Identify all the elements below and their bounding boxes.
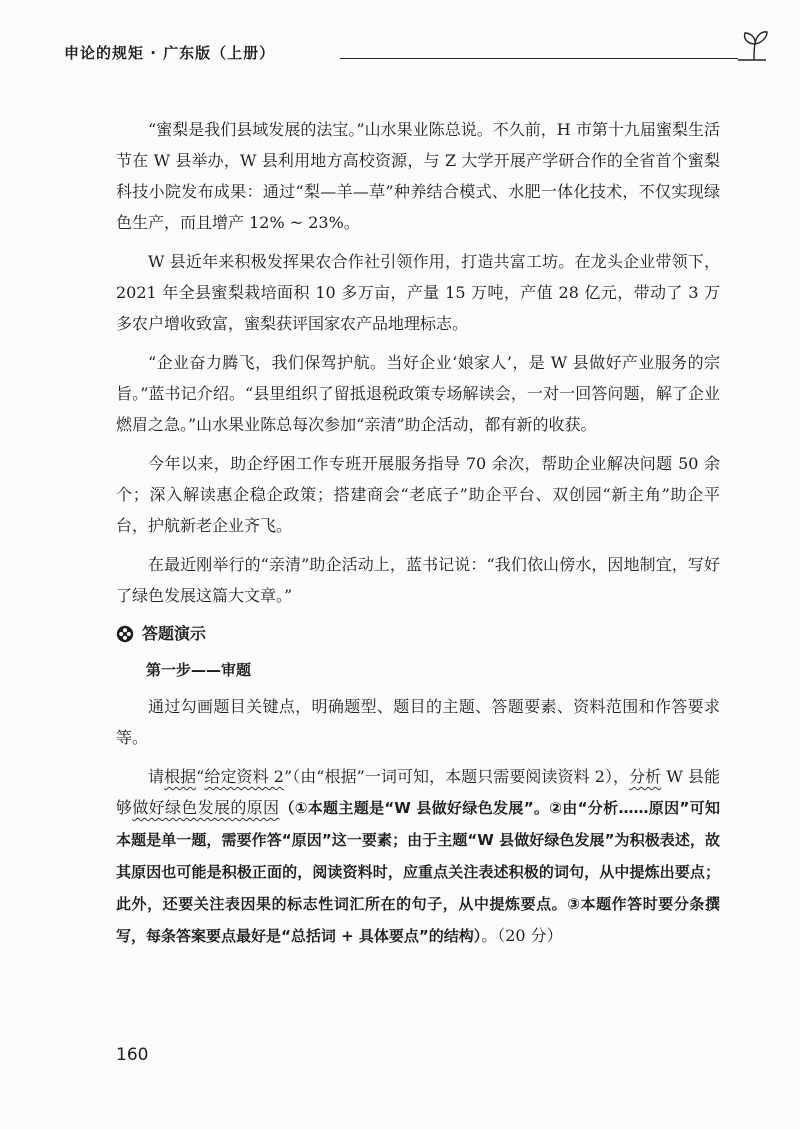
running-header [64,42,724,72]
keyword-underlined: 分析 [629,767,662,786]
body-paragraph: 在最近刚举行的“亲清”助企活动上，蓝书记说：“我们依山傍水，因地制宜，写好了绿色发展这篇大文章。” [116,555,720,605]
header-title: 申论的规矩 · 广东版（上册） [64,44,276,62]
analysis-intro: 通过勾画题目关键点，明确题型、题目的主题、答题要素、资料范围和作答要求等。 [116,697,720,747]
keyword-underlined: 给定资料 2 [204,767,284,786]
body-paragraph: W 县近年来积极发挥果农合作社引领作用，打造共富工坊。在龙头企业带领下，2021 年全县蜜梨栽培面积 10 多万亩，产量 15 万吨，产值 28 亿元，带动了 3 万多农户增收致富，蜜梨获评国家农产品地理标志。 [116,252,720,333]
body-paragraph: “蜜梨是我们县域发展的法宝。”山水果业陈总说。不久前，H 市第十九届蜜梨生活节在 W 县举办，W 县利用地方高校资源，与 Z 大学开展产学研合作的全省首个蜜梨科技小院发布成果：通过“梨—羊—草”种养结合模式、水肥一体化技术，不仅实现绿色生产，而且增产 12% ~ 23%。 [116,120,720,232]
body-paragraph: “企业奋力腾飞，我们保驾护航。当好企业‘娘家人’，是 W 县做好产业服务的宗旨。”蓝书记介绍。“县里组织了留抵退税政策专场解读会，一对一回答问题，解了企业燃眉之急。”山水果业陈总每次参加“亲清”助企活动，都有新的收获。 [116,353,720,434]
header-rule [340,58,738,59]
section-heading [116,619,720,649]
keyword-underlined: 做好绿色发展的原因 [132,798,280,817]
question-text: ”（由“根据”一词可知，本题只需要阅读资料 2）， [283,767,630,786]
analysis-question [116,761,720,952]
analysis-note: （①本题主题是“W 县做好绿色发展”。②由“分析……原因”可知本题是单一题，需要作答“原因”这一要素；由于主题“W 县做好绿色发展”为积极表述，故其原因也可能是积极正面的，阅读资料时，应重点关注表述积极的词句，从中提炼出要点；此外，还要关注表因果的标志性词汇所在的句子，从中提炼要点。③本题作答时要分条撰写，每条答案要点最好是“总括词 + 具体要点”的结构） [116,799,720,945]
flower-badge-icon [116,625,134,643]
score-note: 。（20 分） [481,926,563,945]
question-text: 请 [148,767,165,786]
question-text: “ [196,767,205,786]
page-number: 160 [116,1045,149,1065]
question-text: W 县能够 [116,767,720,817]
content-body [116,114,720,960]
section-heading-label: 答题演示 [142,624,207,643]
keyword-underlined: 根据 [164,767,197,786]
step-heading: 第一步——审题 [146,661,252,679]
sprout-icon [734,28,774,62]
body-paragraph: 今年以来，助企纾困工作专班开展服务指导 70 余次，帮助企业解决问题 50 余个；深入解读惠企稳企政策；搭建商会“老底子”助企平台、双创园“新主角”助企平台，护航新老企业齐飞。 [116,454,720,535]
